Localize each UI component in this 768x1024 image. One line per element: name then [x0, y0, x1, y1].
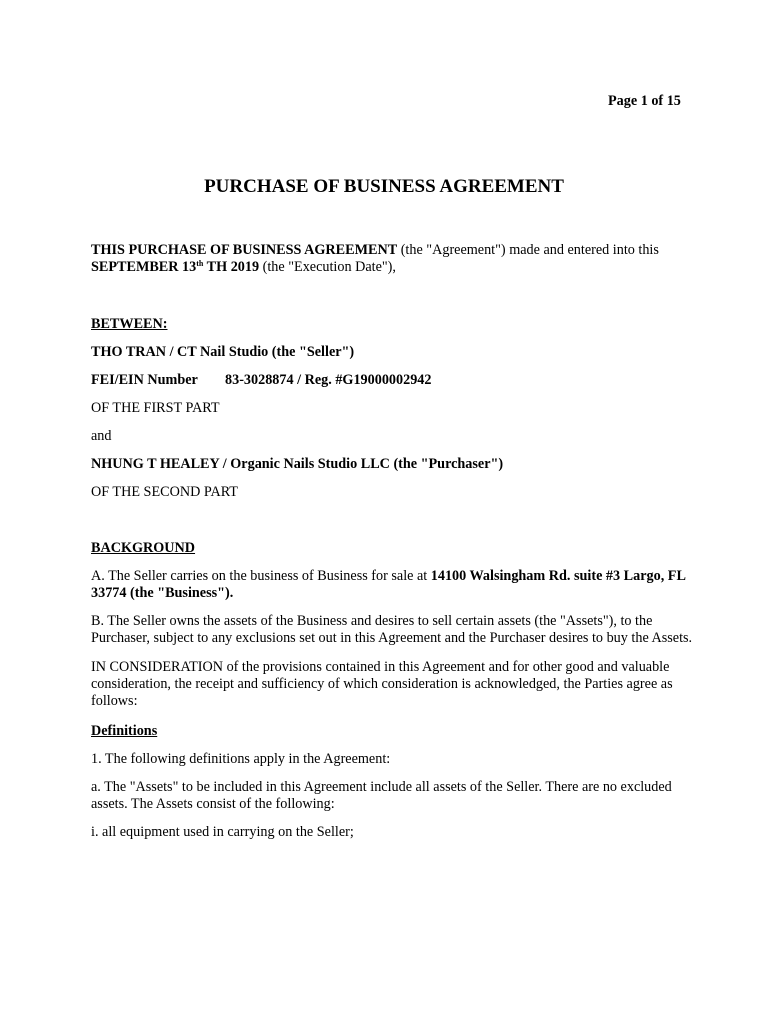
- background-b-line-1: B. The Seller owns the assets of the Business and desires to sell certain assets (the "Assets"), to the: [91, 613, 653, 629]
- date-rest: (the "Execution Date"),: [259, 259, 396, 275]
- intro-lead-rest: (the "Agreement") made and entered into this: [397, 242, 659, 258]
- seller-name: THO TRAN / CT Nail Studio (the "Seller"): [91, 344, 355, 360]
- definitions-a-line-2: assets. The Assets consist of the following:: [91, 796, 335, 812]
- consideration-line-3: follows:: [91, 693, 138, 709]
- intro-line-2: [91, 259, 396, 276]
- page-number: Page 1 of 15: [608, 93, 681, 109]
- consideration-line-1: IN CONSIDERATION of the provisions contained in this Agreement and for other good and valuable: [91, 659, 670, 675]
- business-address: 14100 Walsingham Rd. suite #3 Largo, FL: [430, 568, 686, 584]
- and-word: and: [91, 428, 112, 444]
- background-b-line-2: Purchaser, subject to any exclusions set out in this Agreement and the Purchaser desires to buy the Assets.: [91, 630, 693, 646]
- background-a-line-1: [91, 568, 686, 585]
- consideration-line-2: consideration, the receipt and sufficiency of which consideration is acknowledged, the Parties agree as: [91, 676, 673, 692]
- definitions-a-line-1: a. The "Assets" to be included in this Agreement include all assets of the Seller. There are no excluded: [91, 779, 672, 795]
- first-part: OF THE FIRST PART: [91, 400, 220, 416]
- definitions-item-1: 1. The following definitions apply in the Agreement:: [91, 751, 391, 767]
- purchaser-name: NHUNG T HEALEY / Organic Nails Studio LLC (the "Purchaser"): [91, 456, 504, 472]
- between-heading: BETWEEN:: [91, 316, 168, 332]
- intro-lead: THIS PURCHASE OF BUSINESS AGREEMENT: [91, 242, 398, 258]
- background-a-line-2: 33774 (the "Business").: [91, 585, 234, 601]
- intro-line-1: [91, 242, 659, 259]
- date-suffix: TH 2019: [203, 259, 260, 275]
- fei-label: FEI/EIN Number: [91, 372, 198, 388]
- definitions-heading: Definitions: [91, 723, 158, 739]
- definitions-i-line: i. all equipment used in carrying on the Seller;: [91, 824, 354, 840]
- fei-value: 83-3028874 / Reg. #G19000002942: [225, 372, 432, 388]
- execution-date: [91, 259, 259, 275]
- background-a-text: A. The Seller carries on the business of Business for sale at: [91, 568, 431, 584]
- background-heading: BACKGROUND: [91, 540, 196, 556]
- date-superscript: th: [196, 259, 204, 268]
- date-month-day: SEPTEMBER 13: [91, 259, 197, 275]
- second-part: OF THE SECOND PART: [91, 484, 238, 500]
- document-title: PURCHASE OF BUSINESS AGREEMENT: [204, 176, 564, 197]
